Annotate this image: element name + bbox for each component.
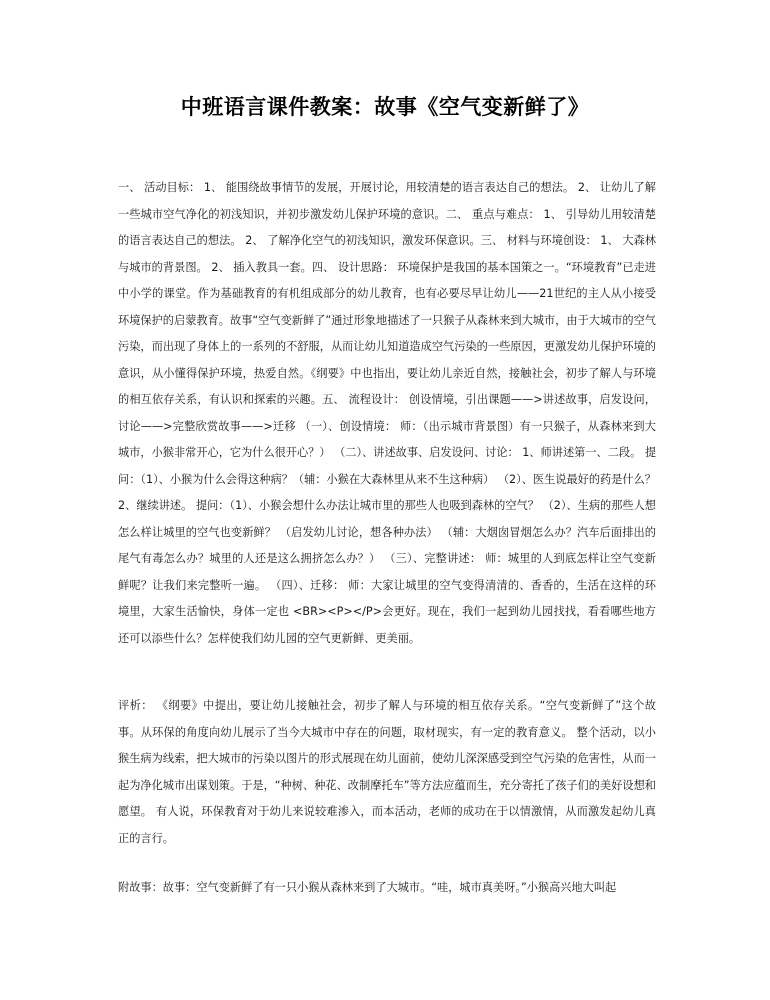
review-paragraph: 评析： 《纲要》中提出，要让幼儿接触社会，初步了解人与环境的相互依存关系。“空气变新鲜了”这个故事。从环保的角度向幼儿展示了当今大城市中存在的问题，取材现实，有一定的教育意义。 整个活动，以小猴生病为线索，把大城市的污染以图片的形式展现在幼儿面前，使幼儿深深感受到空气污染的危害性，从而一起为净化城市出谋划策。于是，“种树、种花、改制摩托车”等方法应蕴而生，充分寄托了孩子们的美好设想和愿望。 有人说，环保教育对于幼儿来说较难渗入，而本活动，老师的成功在于以情激情，从而激发起幼儿真正的言行。 (118, 699, 656, 845)
lesson-plan-paragraph: 一、 活动目标： 1、 能围绕故事情节的发展，开展讨论，用较清楚的语言表达自己的想法。 2、 让幼儿了解一些城市空气净化的初浅知识，并初步激发幼儿保护环境的意识。二、 重点与难点： 1、 引导幼儿用较清楚的语言表达自己的想法。 2、 了解净化空气的初浅知识，激发环保意识。三、 材料与环境创设： 1、 大森林与城市的背景图。 2、 插入教具一套。四、 设计思路： 环境保护是我国的基本国策之一。“环境教育”已走进中小学的课堂。作为基础教育的有机组成部分的幼儿教育，也有必要尽早让幼儿——21世纪的主人从小接受环境保护的启蒙教育。故事“空气变新鲜了”通过形象地描述了一只猴子从森林来到大城市，由于大城市的空气污染，而出现了身体上的一系列的不舒服，从而让幼儿知道造成空气污染的一些原因，更激发幼儿保护环境的意识，从小懂得保护环境，热爱自然。《纲要》中也指出，要让幼儿亲近自然，接触社会，初步了解人与环境的相互依存关系，有认识和探索的兴趣。五、 流程设计： 创设情境，引出课题——>讲述故事，启发设问，讨论——>完整欣赏故事——>迁移 （一）、创设情境： 师：（出示城市背景图）有一只猴子，从森林来到大城市，小猴非常开心，它为什么很开心？） （二）、讲述故事、启发设问、讨论： 1、师讲述第一、二段。 提问：（1）、小猴为什么会得这种病？（辅：小猴在大森林里从来不生这种病） （2）、医生说最好的药是什么？ 2、继续讲述。 提问：（1）、小猴会想什么办法让城市里的那些人也吸到森林的空气？ （2）、生病的那些人想怎么样让城里的空气也变新鲜？ （启发幼儿讨论，想各种办法） （辅：大烟囱冒烟怎么办？汽车后面排出的尾气有毒怎么办？城里的人还是这么拥挤怎么办？） （三）、完整讲述： 师：城里的人到底怎样让空气变新鲜呢？让我们来完整听一遍。 （四）、迁移： 师：大家让城里的空气变得清清的、香香的，生活在这样的环境里，大家生活愉快，身体一定也 <BR><P></P>会更好。现在，我们一起到幼儿园找找，看看哪些地方还可以添些什么？怎样使我们幼儿园的空气更新鲜、更美丽。 (118, 181, 657, 645)
appendix-story-paragraph: 附故事：故事：空气变新鲜了有一只小猴从森林来到了大城市。“哇，城市真美呀。”小猴高兴地大叫起 (118, 881, 617, 894)
document-title: 中班语言课件教案：故事《空气变新鲜了》 (180, 94, 590, 119)
